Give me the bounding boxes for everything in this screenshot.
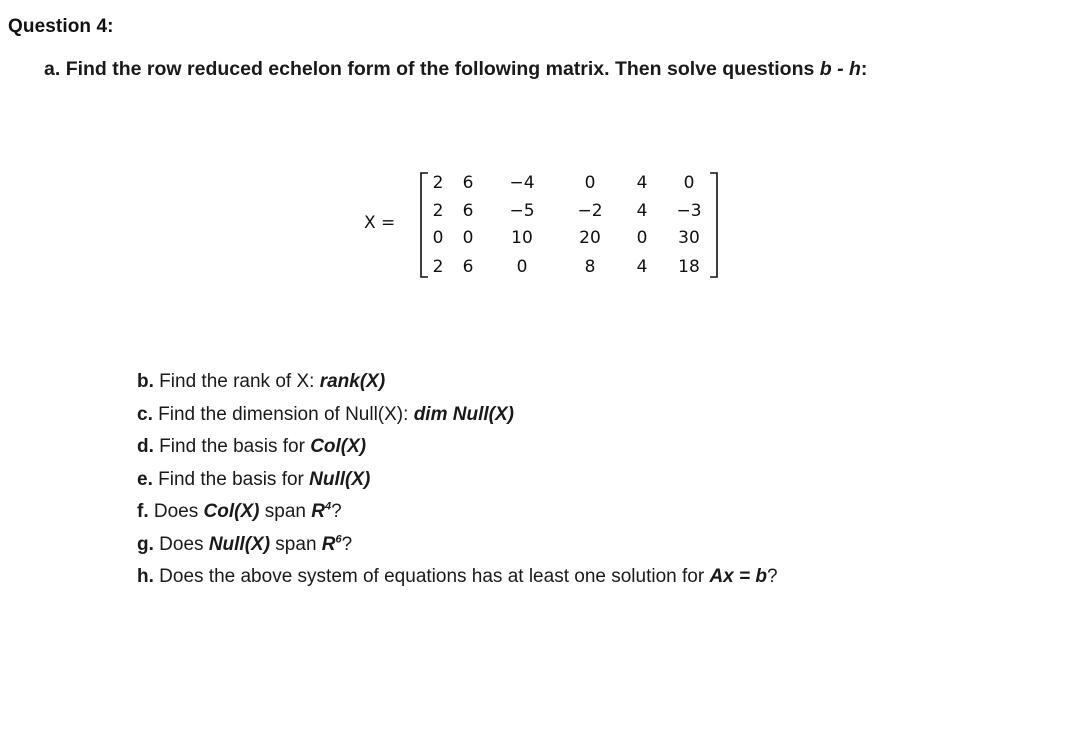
matrix-cell: 0 bbox=[683, 173, 695, 193]
matrix-cell: 4 bbox=[636, 257, 648, 277]
right-bracket bbox=[708, 172, 720, 278]
matrix-cell: 18 bbox=[678, 257, 700, 277]
matrix-cell: 4 bbox=[636, 173, 648, 193]
matrix-cell: 2 bbox=[432, 173, 444, 193]
question-c: c. Find the dimension of Null(X): dim Null(X) bbox=[137, 403, 514, 425]
part-a-colon: : bbox=[860, 58, 868, 80]
matrix-cell: 0 bbox=[462, 228, 474, 248]
part-a-range: b - h bbox=[819, 58, 861, 80]
matrix-cell: 4 bbox=[636, 201, 648, 221]
matrix-cell: 6 bbox=[462, 201, 474, 221]
part-a-text: Find the row reduced echelon form of the following matrix. Then solve questions bbox=[65, 58, 820, 80]
question-e: e. Find the basis for Null(X) bbox=[137, 468, 371, 490]
question-d: d. Find the basis for Col(X) bbox=[137, 436, 367, 457]
matrix-cell: 10 bbox=[511, 228, 533, 248]
matrix-cell: 8 bbox=[584, 257, 596, 277]
matrix-cell: −4 bbox=[509, 173, 535, 193]
questions-list bbox=[137, 366, 778, 594]
part-a-letter: a. bbox=[44, 58, 61, 80]
matrix-x bbox=[364, 170, 744, 282]
matrix-cell: −2 bbox=[577, 201, 603, 221]
matrix-cell: 0 bbox=[432, 228, 444, 248]
matrix-cell: −3 bbox=[676, 201, 702, 221]
question-h: h. Does the above system of equations has at least one solution for Ax = b? bbox=[137, 566, 778, 587]
matrix-cell: 6 bbox=[462, 257, 474, 277]
matrix-cell: −5 bbox=[509, 201, 535, 221]
question-b: b. Find the rank of X: rank(X) bbox=[137, 371, 386, 392]
question-g: g. Does Null(X) span $R^6$? bbox=[137, 533, 353, 555]
part-a-instruction bbox=[44, 58, 867, 81]
matrix-cell: 2 bbox=[432, 201, 444, 221]
matrix-cell: 6 bbox=[462, 173, 474, 193]
matrix-cell: 30 bbox=[678, 228, 700, 248]
matrix-cell: 20 bbox=[579, 228, 601, 248]
matrix-cell: 0 bbox=[516, 257, 528, 277]
matrix-cell: 2 bbox=[432, 257, 444, 277]
question-heading: Question 4: bbox=[8, 16, 114, 37]
matrix-label: X = bbox=[364, 213, 396, 233]
matrix-cell: 0 bbox=[584, 173, 596, 193]
question-f: f. Does Col(X) span $R^4$? bbox=[137, 500, 342, 522]
matrix-cell: 0 bbox=[636, 228, 648, 248]
